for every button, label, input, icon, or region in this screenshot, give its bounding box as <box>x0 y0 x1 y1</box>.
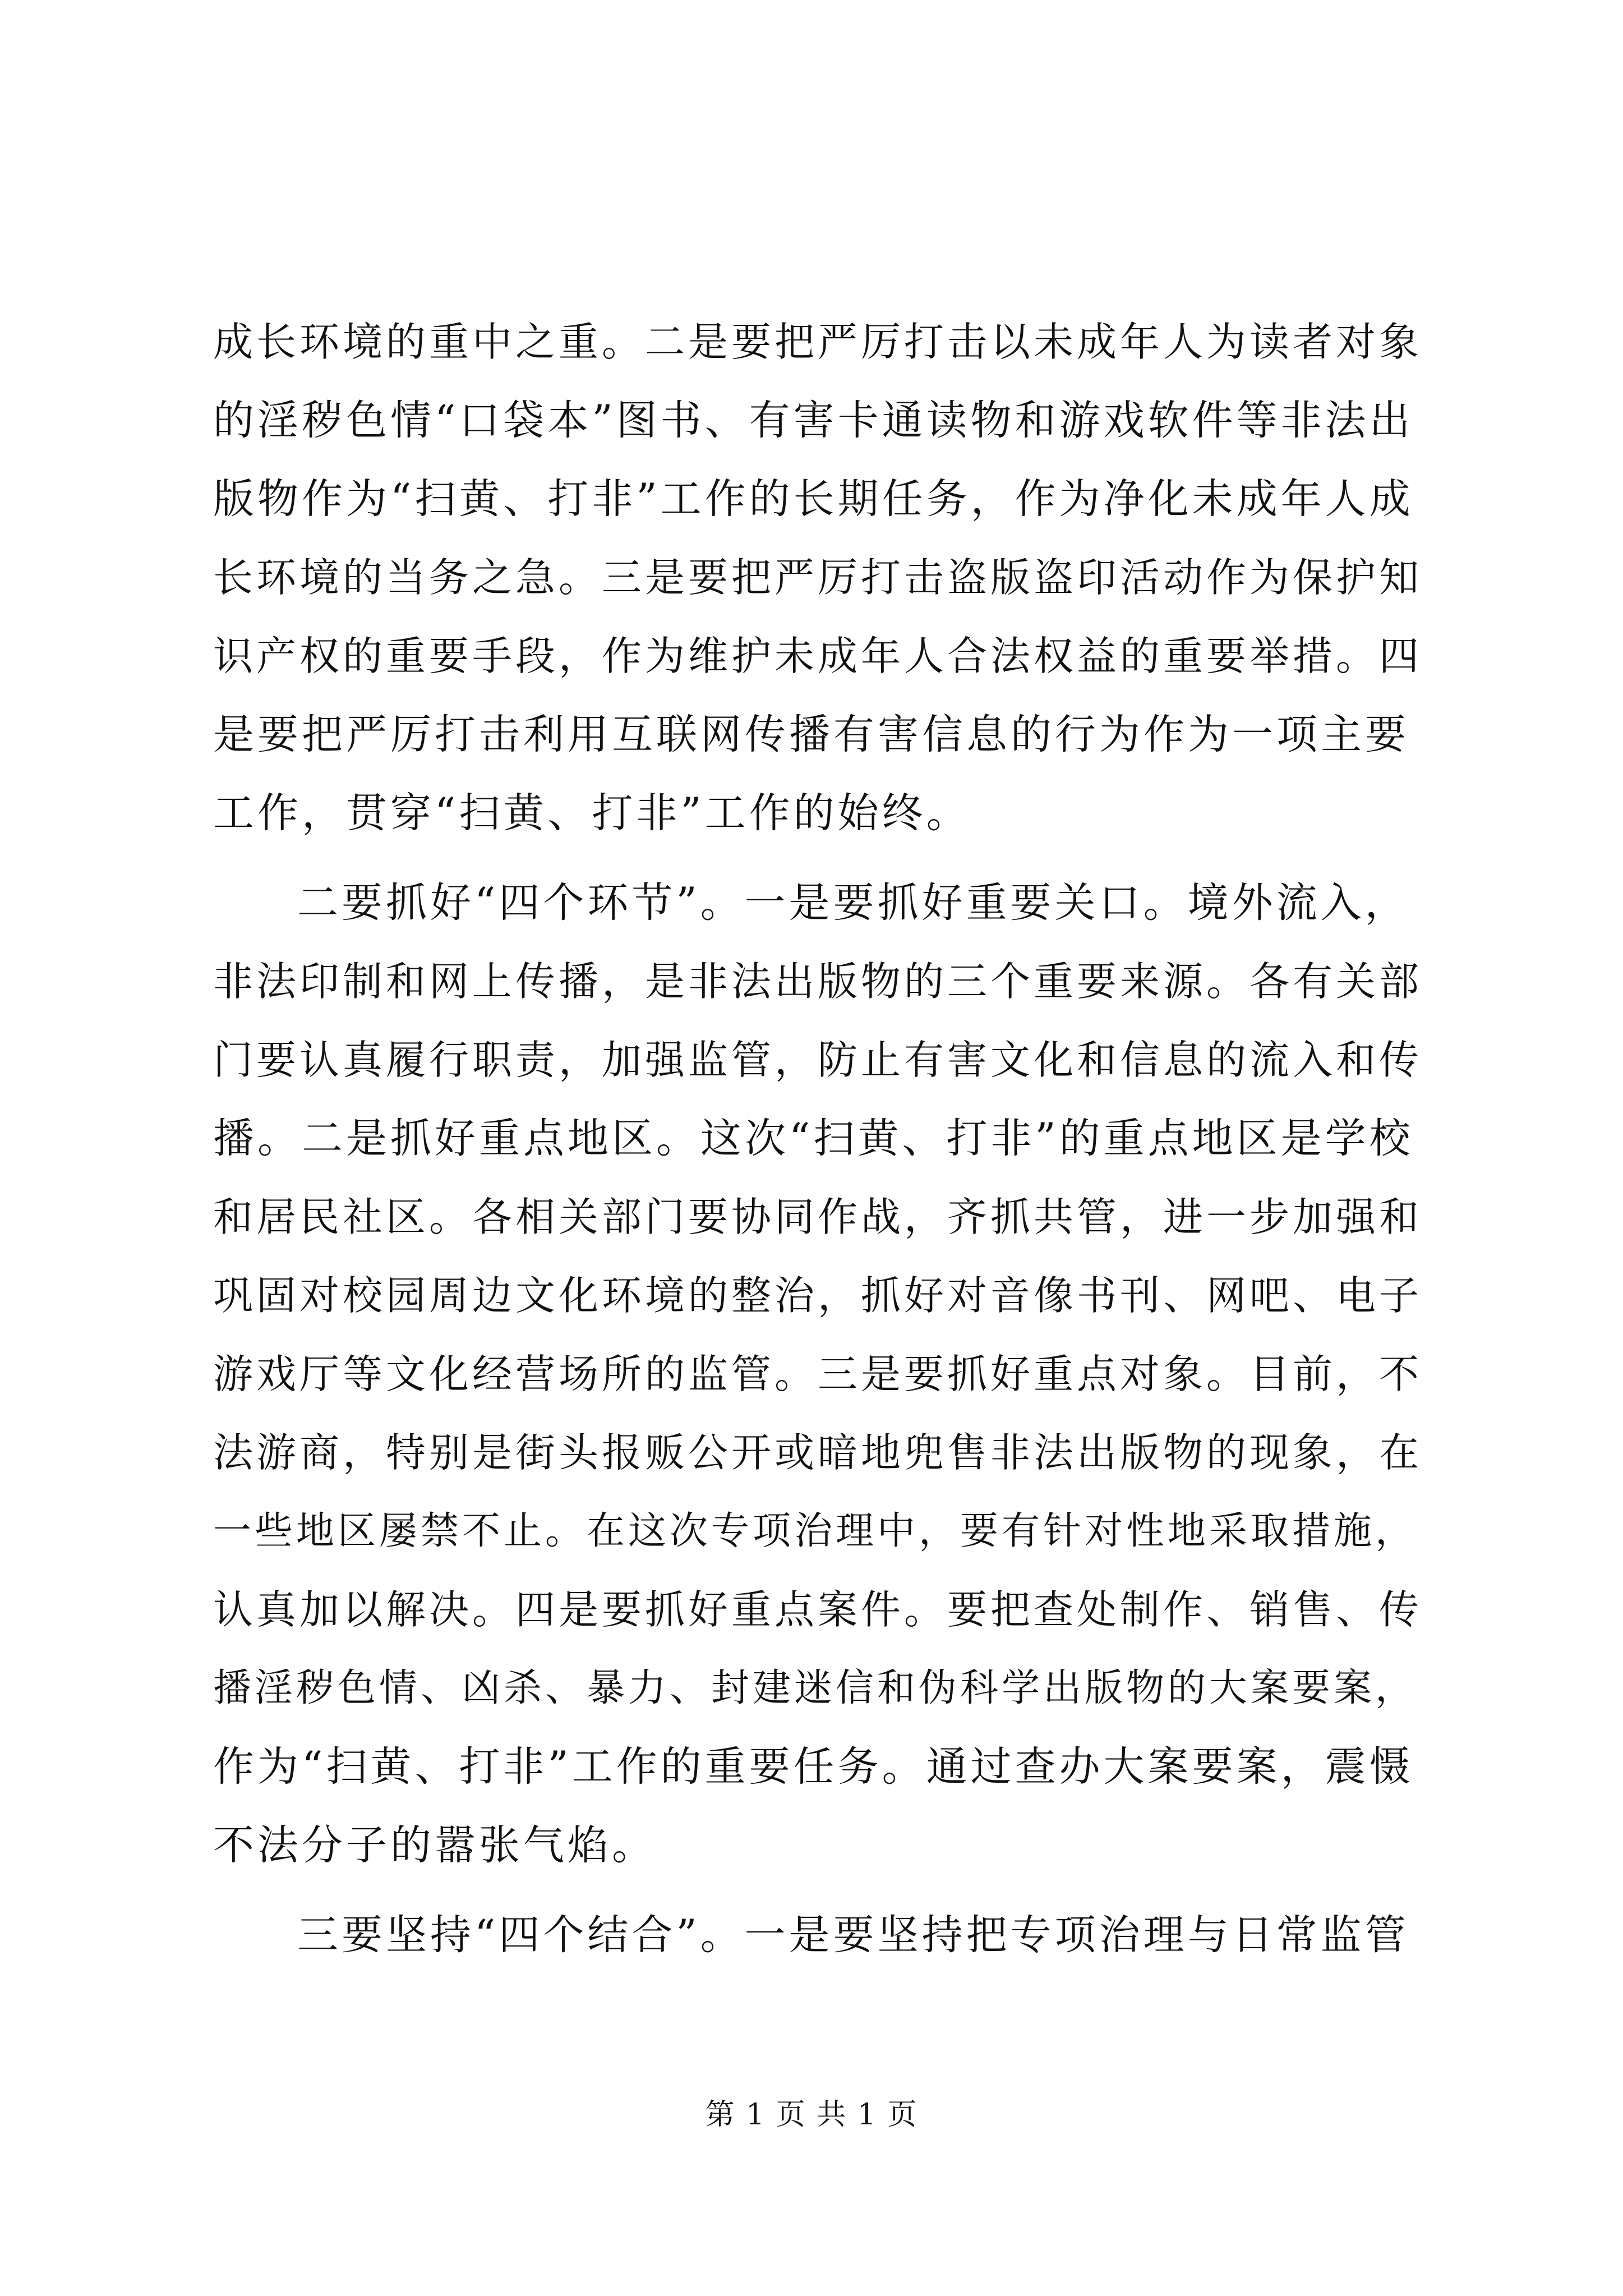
text-line-17: 认真加以解决。四是要抓好重点案件。要把查处制作、销售、传 <box>213 1586 1423 1633</box>
text-line-10: 门要认真履行职责，加强监管，防止有害文化和信息的流入和传 <box>213 1037 1423 1083</box>
text-line-12: 和居民社区。各相关部门要协同作战，齐抓共管，进一步加强和 <box>213 1194 1423 1240</box>
text-line-13: 巩固对校园周边文化环境的整治，抓好对音像书刊、网吧、电子 <box>213 1272 1423 1319</box>
text-line-20: 不法分子的嚣张气焰。 <box>213 1821 656 1869</box>
text-line-5: 识产权的重要手段，作为维护未成年人合法权益的重要举措。四 <box>213 633 1423 679</box>
text-line-14: 游戏厅等文化经营场所的监管。三是要抓好重点对象。目前，不 <box>213 1351 1423 1397</box>
paragraph-2-first-line: 二要抓好“四个环节”。一是要抓好重要关口。境外流入， <box>297 879 1409 927</box>
text-line-11: 播。二是抓好重点地区。这次“扫黄、打非”的重点地区是学校 <box>213 1115 1414 1162</box>
text-line-2: 的淫秽色情“口袋本”图书、有害卡通读物和游戏软件等非法出 <box>213 397 1414 444</box>
text-line-4: 长环境的当务之急。三是要把严厉打击盗版盗印活动作为保护知 <box>213 554 1423 601</box>
text-line-6: 是要把严厉打击利用互联网传播有害信息的行为作为一项主要 <box>213 711 1409 758</box>
text-line-16: 一些地区屡禁不止。在这次专项治理中，要有针对性地采取措施， <box>213 1509 1417 1553</box>
text-line-3: 版物作为“扫黄、打非”工作的长期任务，作为净化未成年人成 <box>213 475 1414 523</box>
text-line-1: 成长环境的重中之重。二是要把严厉打击以未成年人为读者对象 <box>213 319 1423 365</box>
text-line-15: 法游商，特别是街头报贩公开或暗地兜售非法出版物的现象，在 <box>213 1429 1423 1476</box>
text-line-7: 工作，贯穿“扫黄、打非”工作的始终。 <box>213 789 971 837</box>
text-line-9: 非法印制和网上传播，是非法出版物的三个重要来源。各有关部 <box>213 958 1423 1005</box>
text-line-18: 播淫秽色情、凶杀、暴力、封建迷信和伪科学出版物的大案要案， <box>213 1666 1417 1710</box>
text-line-19: 作为“扫黄、打非”工作的重要任务。通过查办大案要案，震慑 <box>213 1743 1414 1791</box>
paragraph-3-first-line: 三要坚持“四个结合”。一是要坚持把专项治理与日常监管 <box>297 1911 1409 1959</box>
page-footer: 第 1 页 共 1 页 <box>705 2098 918 2132</box>
